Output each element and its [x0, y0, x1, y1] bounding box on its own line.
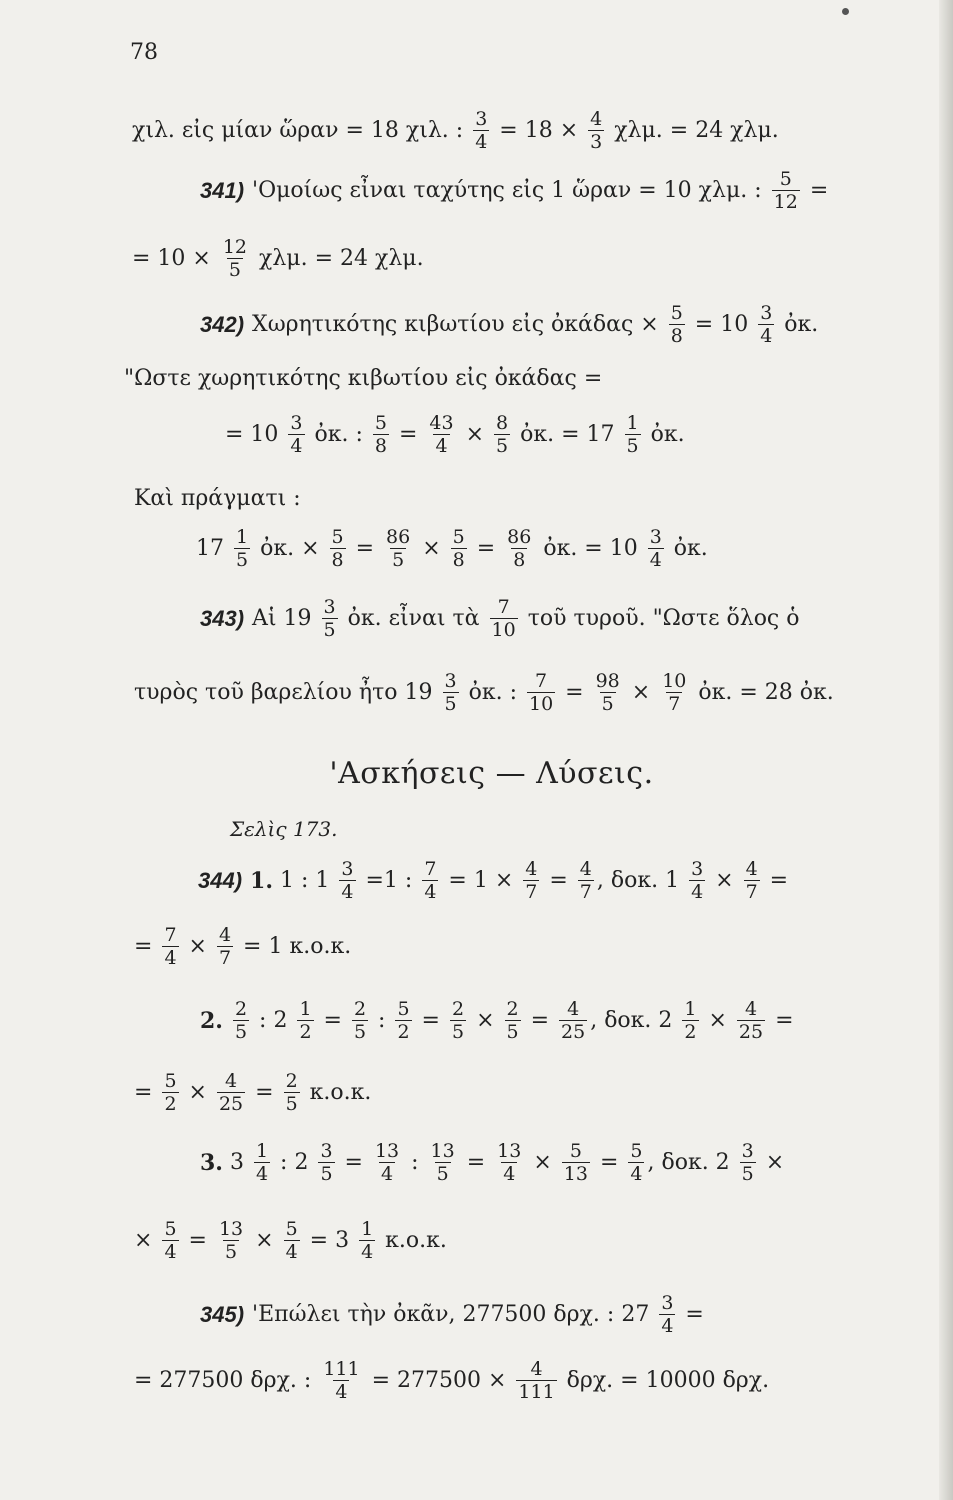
fraction [234, 526, 250, 571]
text-line [134, 670, 834, 715]
denominator: 25 [218, 1093, 244, 1115]
numerator: 86 [386, 526, 411, 548]
numerator: 3 [320, 1140, 333, 1162]
item-number: 1. [250, 867, 274, 894]
denominator: 4 [475, 131, 488, 153]
text-run: = 277500 × [364, 1368, 514, 1393]
fraction [660, 670, 688, 715]
numerator: 12 [222, 236, 248, 258]
fraction [217, 924, 233, 969]
text-line [134, 486, 301, 511]
fraction [339, 858, 355, 903]
fraction [297, 998, 313, 1043]
text-run: 'Επώλει τὴν ὀκᾶν, 277500 δρχ. : 27 [252, 1302, 657, 1327]
problem-number: 344) [198, 867, 243, 893]
fraction [284, 1218, 300, 1263]
denominator: 7 [745, 881, 758, 903]
fraction [450, 998, 466, 1043]
text-run: = [134, 934, 160, 959]
text-run: χλμ. = 24 χλμ. [252, 246, 424, 271]
denominator: 4 [424, 881, 437, 903]
text-run: × [708, 868, 741, 893]
text-run: = [459, 1150, 493, 1175]
text-run: Χωρητικότης κιβωτίου εἰς ὀκάδας × [252, 312, 666, 337]
denominator: 25 [561, 1021, 586, 1043]
fraction [527, 670, 555, 715]
text-run: = [768, 1008, 794, 1033]
text-run: = 1 κ.ο.κ. [236, 934, 352, 959]
fraction [689, 858, 705, 903]
fraction [427, 412, 455, 457]
fraction [373, 412, 389, 457]
denominator: 7 [668, 693, 681, 715]
numerator: 1 [255, 1140, 269, 1162]
numerator: 2 [451, 998, 465, 1020]
text-line [132, 108, 779, 153]
text-line [200, 1292, 704, 1337]
fraction [359, 1218, 375, 1263]
fraction [284, 1070, 300, 1115]
text-line [198, 858, 788, 903]
numerator: 2 [285, 1070, 298, 1092]
text-run: × [469, 1008, 502, 1033]
denominator: 3 [590, 131, 603, 153]
text-run: τυρὸς τοῦ βαρελίου ἦτο 19 [134, 680, 440, 705]
denominator: 7 [579, 881, 592, 903]
denominator: 4 [503, 1163, 516, 1185]
denominator: 4 [290, 435, 303, 457]
fraction [659, 1292, 675, 1337]
denominator: 4 [760, 325, 773, 347]
denominator: 10 [528, 693, 554, 715]
numerator: 4 [225, 1070, 238, 1092]
denominator: 5 [444, 693, 457, 715]
text-run: = [392, 422, 425, 447]
text-run: κ.ο.κ. [302, 1080, 372, 1105]
denominator: 4 [435, 435, 448, 457]
text-run: × [526, 1150, 559, 1175]
denominator: 8 [670, 325, 683, 347]
denominator: 10 [491, 619, 516, 641]
text-run: : 2 [273, 1150, 316, 1175]
text-line [196, 526, 708, 571]
numerator: 3 [444, 670, 457, 692]
text-run: = 277500 δρχ. : [134, 1368, 319, 1393]
denominator: 5 [320, 1163, 333, 1185]
text-run: = [592, 1150, 626, 1175]
fraction [559, 998, 587, 1043]
fraction [523, 858, 539, 903]
denominator: 5 [225, 1241, 238, 1263]
fraction [490, 596, 518, 641]
text-run: = 1 × [441, 868, 521, 893]
denominator: 5 [601, 693, 614, 715]
fraction [772, 168, 800, 213]
item-number: 2. [200, 1007, 223, 1034]
fraction [594, 670, 622, 715]
text-run: = 18 × [492, 118, 586, 143]
numerator: 5 [164, 1070, 177, 1092]
denominator: 5 [285, 1093, 298, 1115]
fraction [737, 998, 765, 1043]
text-run: 3 [222, 1150, 251, 1175]
text-run: × [415, 536, 448, 561]
text-run: × [134, 1228, 160, 1253]
text-run: = 10 [687, 312, 756, 337]
text-run: τοῦ τυροῦ. "Ωστε ὅλος ὁ [520, 606, 800, 631]
text-run: = [337, 1150, 370, 1175]
text-run: × [458, 422, 492, 447]
text-run: χιλ. εἰς μίαν ὥραν = 18 χιλ. : [132, 118, 471, 143]
text-run: = [181, 1228, 214, 1253]
numerator: 13 [218, 1218, 244, 1240]
text-run: = 10 × [132, 246, 218, 271]
denominator: 5 [236, 549, 249, 571]
denominator: 5 [228, 259, 241, 281]
text-run: × [248, 1228, 281, 1253]
denominator: 4 [630, 1163, 643, 1185]
text-run: ὀκ. : [461, 680, 524, 705]
fraction [494, 412, 510, 457]
denominator: 8 [452, 549, 465, 571]
text-run: : [371, 1008, 393, 1033]
fraction [740, 1140, 756, 1185]
denominator: 25 [738, 1021, 764, 1043]
denominator: 5 [392, 549, 405, 571]
text-run: = [348, 536, 382, 561]
text-run: = [523, 1008, 557, 1033]
denominator: 4 [691, 881, 704, 903]
denominator: 5 [741, 1163, 754, 1185]
denominator: 4 [381, 1163, 394, 1185]
text-run: , δοκ. 2 [590, 1008, 680, 1033]
ink-spot [842, 8, 849, 15]
fraction [217, 1218, 245, 1263]
fraction [451, 526, 467, 571]
text-run: ὀκ. = 28 ὀκ. [691, 680, 834, 705]
problem-number: 345) [200, 1301, 245, 1327]
numerator: 43 [429, 412, 454, 434]
text-run: = [558, 680, 591, 705]
text-run: ὀκ. × [253, 536, 327, 561]
fraction [288, 412, 304, 457]
numerator: 4 [525, 858, 538, 880]
text-run: ὀκ. = 10 [536, 536, 645, 561]
text-run: = [414, 1008, 447, 1033]
text-line [225, 412, 685, 457]
numerator: 8 [496, 412, 509, 434]
numerator: 7 [535, 670, 548, 692]
numerator: 86 [507, 526, 532, 548]
denominator: 7 [525, 881, 538, 903]
numerator: 13 [497, 1140, 522, 1162]
text-run: = [542, 868, 575, 893]
numerator: 5 [285, 1218, 298, 1240]
numerator: 5 [779, 168, 792, 190]
text-run: 1 : 1 [273, 868, 337, 893]
numerator: 3 [649, 526, 662, 548]
numerator: 13 [430, 1140, 455, 1162]
numerator: 5 [164, 1218, 177, 1240]
fraction [443, 670, 459, 715]
numerator: 3 [741, 1140, 754, 1162]
numerator: 5 [374, 412, 387, 434]
denominator: 2 [299, 1021, 312, 1043]
fraction [162, 924, 178, 969]
numerator: 1 [684, 998, 697, 1020]
text-run: = 10 [225, 422, 286, 447]
numerator: 5 [397, 998, 410, 1020]
fraction [162, 1218, 178, 1263]
denominator: 5 [626, 435, 639, 457]
numerator: 1 [626, 412, 639, 434]
denominator: 5 [353, 1021, 367, 1043]
text-run: ὀκ. [666, 536, 708, 561]
fraction [162, 1070, 178, 1115]
text-line [200, 1140, 784, 1185]
numerator: 10 [662, 670, 687, 692]
text-run: = [678, 1302, 704, 1327]
denominator: 12 [773, 191, 798, 213]
problem-number: 341) [200, 177, 245, 203]
denominator: 4 [285, 1241, 298, 1263]
fraction [505, 998, 521, 1043]
text-run: =1 : [358, 868, 420, 893]
denominator: 8 [331, 549, 344, 571]
text-run: Αἱ 19 [252, 606, 319, 631]
text-line [134, 924, 351, 969]
numerator: 7 [424, 858, 437, 880]
text-line [200, 596, 800, 641]
fraction [254, 1140, 270, 1185]
numerator: 4 [579, 858, 592, 880]
text-run: κ.ο.κ. [378, 1228, 447, 1253]
numerator: 3 [341, 858, 354, 880]
text-run: ὀκ. = 17 [513, 422, 622, 447]
numerator: 4 [530, 1358, 543, 1380]
item-number: 3. [200, 1149, 223, 1176]
text-line [134, 1218, 447, 1263]
denominator: 5 [323, 619, 336, 641]
text-line [200, 998, 794, 1043]
fraction [217, 1070, 245, 1115]
text-run: ὀκ. [643, 422, 685, 447]
fraction [628, 1140, 644, 1185]
denominator: 2 [164, 1093, 177, 1115]
denominator: 8 [374, 435, 387, 457]
fraction [758, 302, 774, 347]
fraction [321, 1358, 361, 1403]
fraction [322, 596, 338, 641]
numerator: 3 [323, 596, 336, 618]
numerator: 4 [218, 924, 232, 946]
numerator: 98 [595, 670, 620, 692]
numerator: 5 [569, 1140, 582, 1162]
text-run: , δοκ. 2 [647, 1150, 737, 1175]
denominator: 4 [164, 1241, 177, 1263]
text-run: × [181, 934, 214, 959]
fraction [330, 526, 346, 571]
section-heading-text: 'Ασκήσεις — Λύσεις. [329, 756, 654, 791]
text-run: "Ωστε χωρητικότης κιβωτίου εἰς ὀκάδας = [124, 366, 603, 391]
denominator: 5 [451, 1021, 465, 1043]
text-line [132, 236, 424, 281]
fraction [669, 302, 685, 347]
fraction [495, 1140, 523, 1185]
numerator: 1 [299, 998, 312, 1020]
text-run: ὀκ. εἶναι τὰ [340, 606, 487, 631]
text-line [200, 302, 818, 347]
fraction [473, 108, 489, 153]
text-run: × [181, 1080, 214, 1105]
text-run: 'Ομοίως εἶναι ταχύτης εἰς 1 ὥραν = 10 χλμ. : [252, 178, 769, 203]
fraction [562, 1140, 590, 1185]
denominator: 8 [513, 549, 526, 571]
fraction [318, 1140, 334, 1185]
fraction [422, 858, 438, 903]
text-run: = 3 [302, 1228, 357, 1253]
denominator: 13 [563, 1163, 588, 1185]
text-run: × [758, 1150, 785, 1175]
text-run: 17 [196, 536, 231, 561]
text-run: ὀκ. [777, 312, 819, 337]
text-run: : [404, 1150, 426, 1175]
numerator: 4 [744, 998, 758, 1020]
text-run: Καὶ πράγματι : [134, 486, 301, 511]
text-run: : 2 [252, 1008, 295, 1033]
numerator: 3 [661, 1292, 674, 1314]
text-line [124, 366, 602, 391]
numerator: 7 [497, 596, 510, 618]
denominator: 4 [341, 881, 354, 903]
problem-number: 343) [200, 605, 245, 631]
fraction [588, 108, 604, 153]
numerator: 7 [164, 924, 177, 946]
denominator: 5 [496, 435, 509, 457]
text-run: × [624, 680, 658, 705]
denominator: 111 [518, 1381, 555, 1403]
numerator: 5 [452, 526, 465, 548]
text-run: = [248, 1080, 281, 1105]
text-line [134, 1070, 371, 1115]
numerator: 1 [236, 526, 249, 548]
page-reference: Σελὶς 173. [230, 817, 338, 841]
numerator: 2 [506, 998, 519, 1020]
numerator: 3 [475, 108, 488, 130]
fraction [233, 998, 249, 1043]
fraction [429, 1140, 457, 1185]
fraction [625, 412, 641, 457]
numerator: 3 [290, 412, 303, 434]
numerator: 5 [331, 526, 344, 548]
fraction [578, 858, 594, 903]
fraction [373, 1140, 401, 1185]
denominator: 5 [506, 1021, 519, 1043]
numerator: 13 [374, 1140, 400, 1162]
numerator: 2 [234, 998, 248, 1020]
text-run [223, 1008, 230, 1033]
numerator: 4 [745, 858, 758, 880]
numerator: 5 [670, 302, 683, 324]
page-edge-shadow [939, 0, 953, 1500]
numerator: 5 [630, 1140, 643, 1162]
denominator: 4 [164, 947, 177, 969]
fraction [505, 526, 533, 571]
denominator: 4 [649, 549, 662, 571]
text-run: δρχ. = 10000 δρχ. [559, 1368, 770, 1393]
fraction [516, 1358, 556, 1403]
denominator: 2 [684, 1021, 697, 1043]
page-number: 78 [130, 40, 158, 65]
text-run: χλμ. = 24 χλμ. [607, 118, 779, 143]
denominator: 4 [661, 1315, 674, 1337]
fraction [682, 998, 698, 1043]
denominator: 5 [234, 1021, 248, 1043]
text-line [134, 1358, 769, 1403]
denominator: 4 [335, 1381, 348, 1403]
denominator: 4 [255, 1163, 269, 1185]
numerator: 4 [590, 108, 603, 130]
fraction [221, 236, 249, 281]
numerator: 3 [691, 858, 704, 880]
text-run: = [469, 536, 503, 561]
numerator: 3 [760, 302, 773, 324]
denominator: 4 [361, 1241, 374, 1263]
denominator: 5 [436, 1163, 449, 1185]
text-run: = [316, 1008, 349, 1033]
text-run: × [701, 1008, 734, 1033]
text-run: , δοκ. 1 [596, 868, 687, 893]
numerator: 2 [353, 998, 367, 1020]
problem-number: 342) [200, 311, 245, 337]
numerator: 1 [361, 1218, 374, 1240]
numerator: 111 [323, 1358, 360, 1380]
numerator: 4 [567, 998, 580, 1020]
fraction [648, 526, 664, 571]
denominator: 2 [397, 1021, 410, 1043]
denominator: 7 [218, 947, 232, 969]
text-run: = [802, 178, 829, 203]
fraction [384, 526, 412, 571]
fraction [352, 998, 368, 1043]
fraction [744, 858, 760, 903]
fraction [395, 998, 411, 1043]
text-run: = [762, 868, 789, 893]
text-line [200, 168, 828, 213]
section-heading [0, 756, 953, 791]
text-run: = [134, 1080, 160, 1105]
text-run: ὀκ. : [307, 422, 370, 447]
